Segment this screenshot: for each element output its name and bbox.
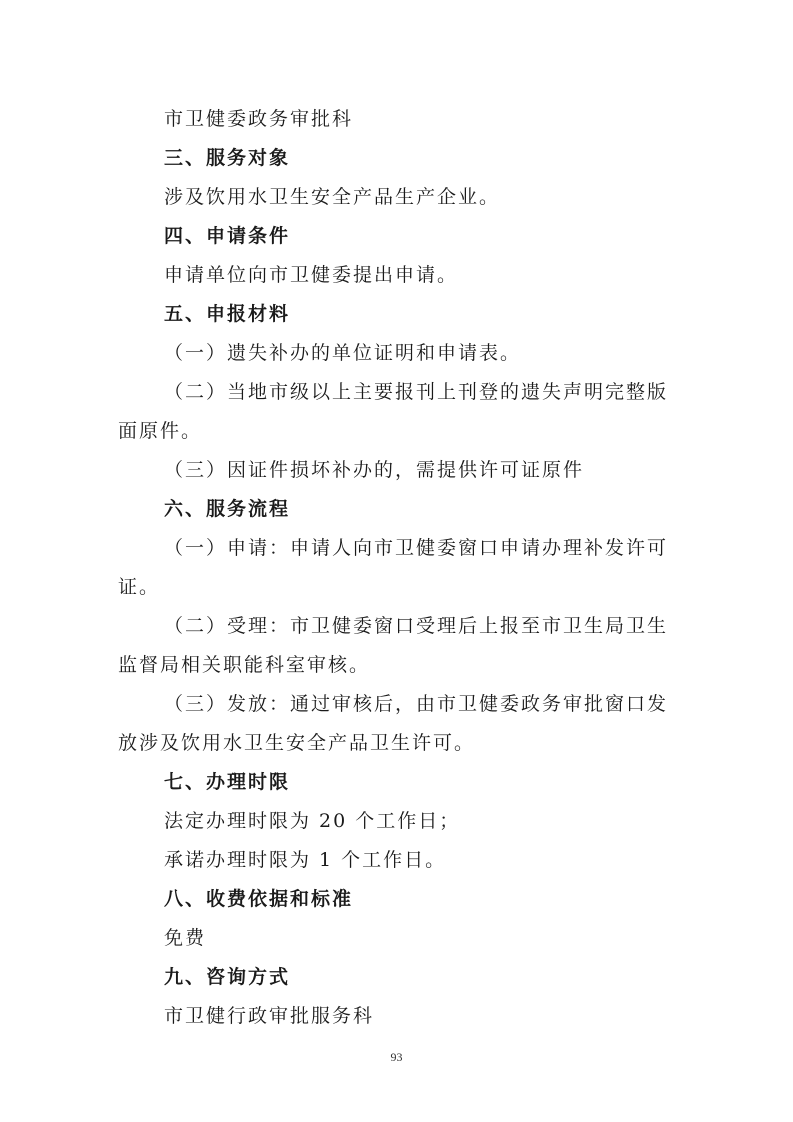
section-heading: 七、办理时限 bbox=[164, 771, 291, 793]
section-heading: 六、服务流程 bbox=[164, 498, 291, 520]
paragraph: 承诺办理时限为 1 个工作日。 bbox=[164, 849, 447, 871]
paragraph: 法定办理时限为 20 个工作日； bbox=[164, 810, 461, 832]
section-heading: 三、服务对象 bbox=[164, 147, 291, 169]
paragraph: 涉及饮用水卫生安全产品生产企业。 bbox=[164, 186, 501, 208]
paragraph: （一）申请：申请人向市卫健委窗口申请办理补发许可证。 bbox=[118, 537, 669, 598]
paragraph: （三）因证件损坏补办的，需提供许可证原件 bbox=[164, 459, 585, 481]
paragraph: （二）受理：市卫健委窗口受理后上报至市卫生局卫生监督局相关职能科室审核。 bbox=[118, 615, 669, 676]
section-heading: 八、收费依据和标准 bbox=[164, 888, 354, 910]
paragraph: 市卫健委政务审批科 bbox=[164, 108, 354, 130]
section-heading: 九、咨询方式 bbox=[164, 966, 291, 988]
paragraph: （一）遗失补办的单位证明和申请表。 bbox=[164, 342, 522, 364]
paragraph: （三）发放：通过审核后，由市卫健委政务审批窗口发放涉及饮用水卫生安全产品卫生许可。 bbox=[118, 693, 669, 754]
paragraph: （二）当地市级以上主要报刊上刊登的遗失声明完整版面原件。 bbox=[118, 381, 669, 442]
paragraph: 市卫健行政审批服务科 bbox=[164, 1005, 375, 1027]
section-heading: 四、申请条件 bbox=[164, 225, 291, 247]
page-number: 93 bbox=[390, 1050, 403, 1064]
paragraph: 免费 bbox=[164, 927, 207, 949]
document-body bbox=[118, 100, 678, 1036]
section-heading: 五、申报材料 bbox=[164, 303, 291, 325]
paragraph: 申请单位向市卫健委提出申请。 bbox=[164, 264, 459, 286]
